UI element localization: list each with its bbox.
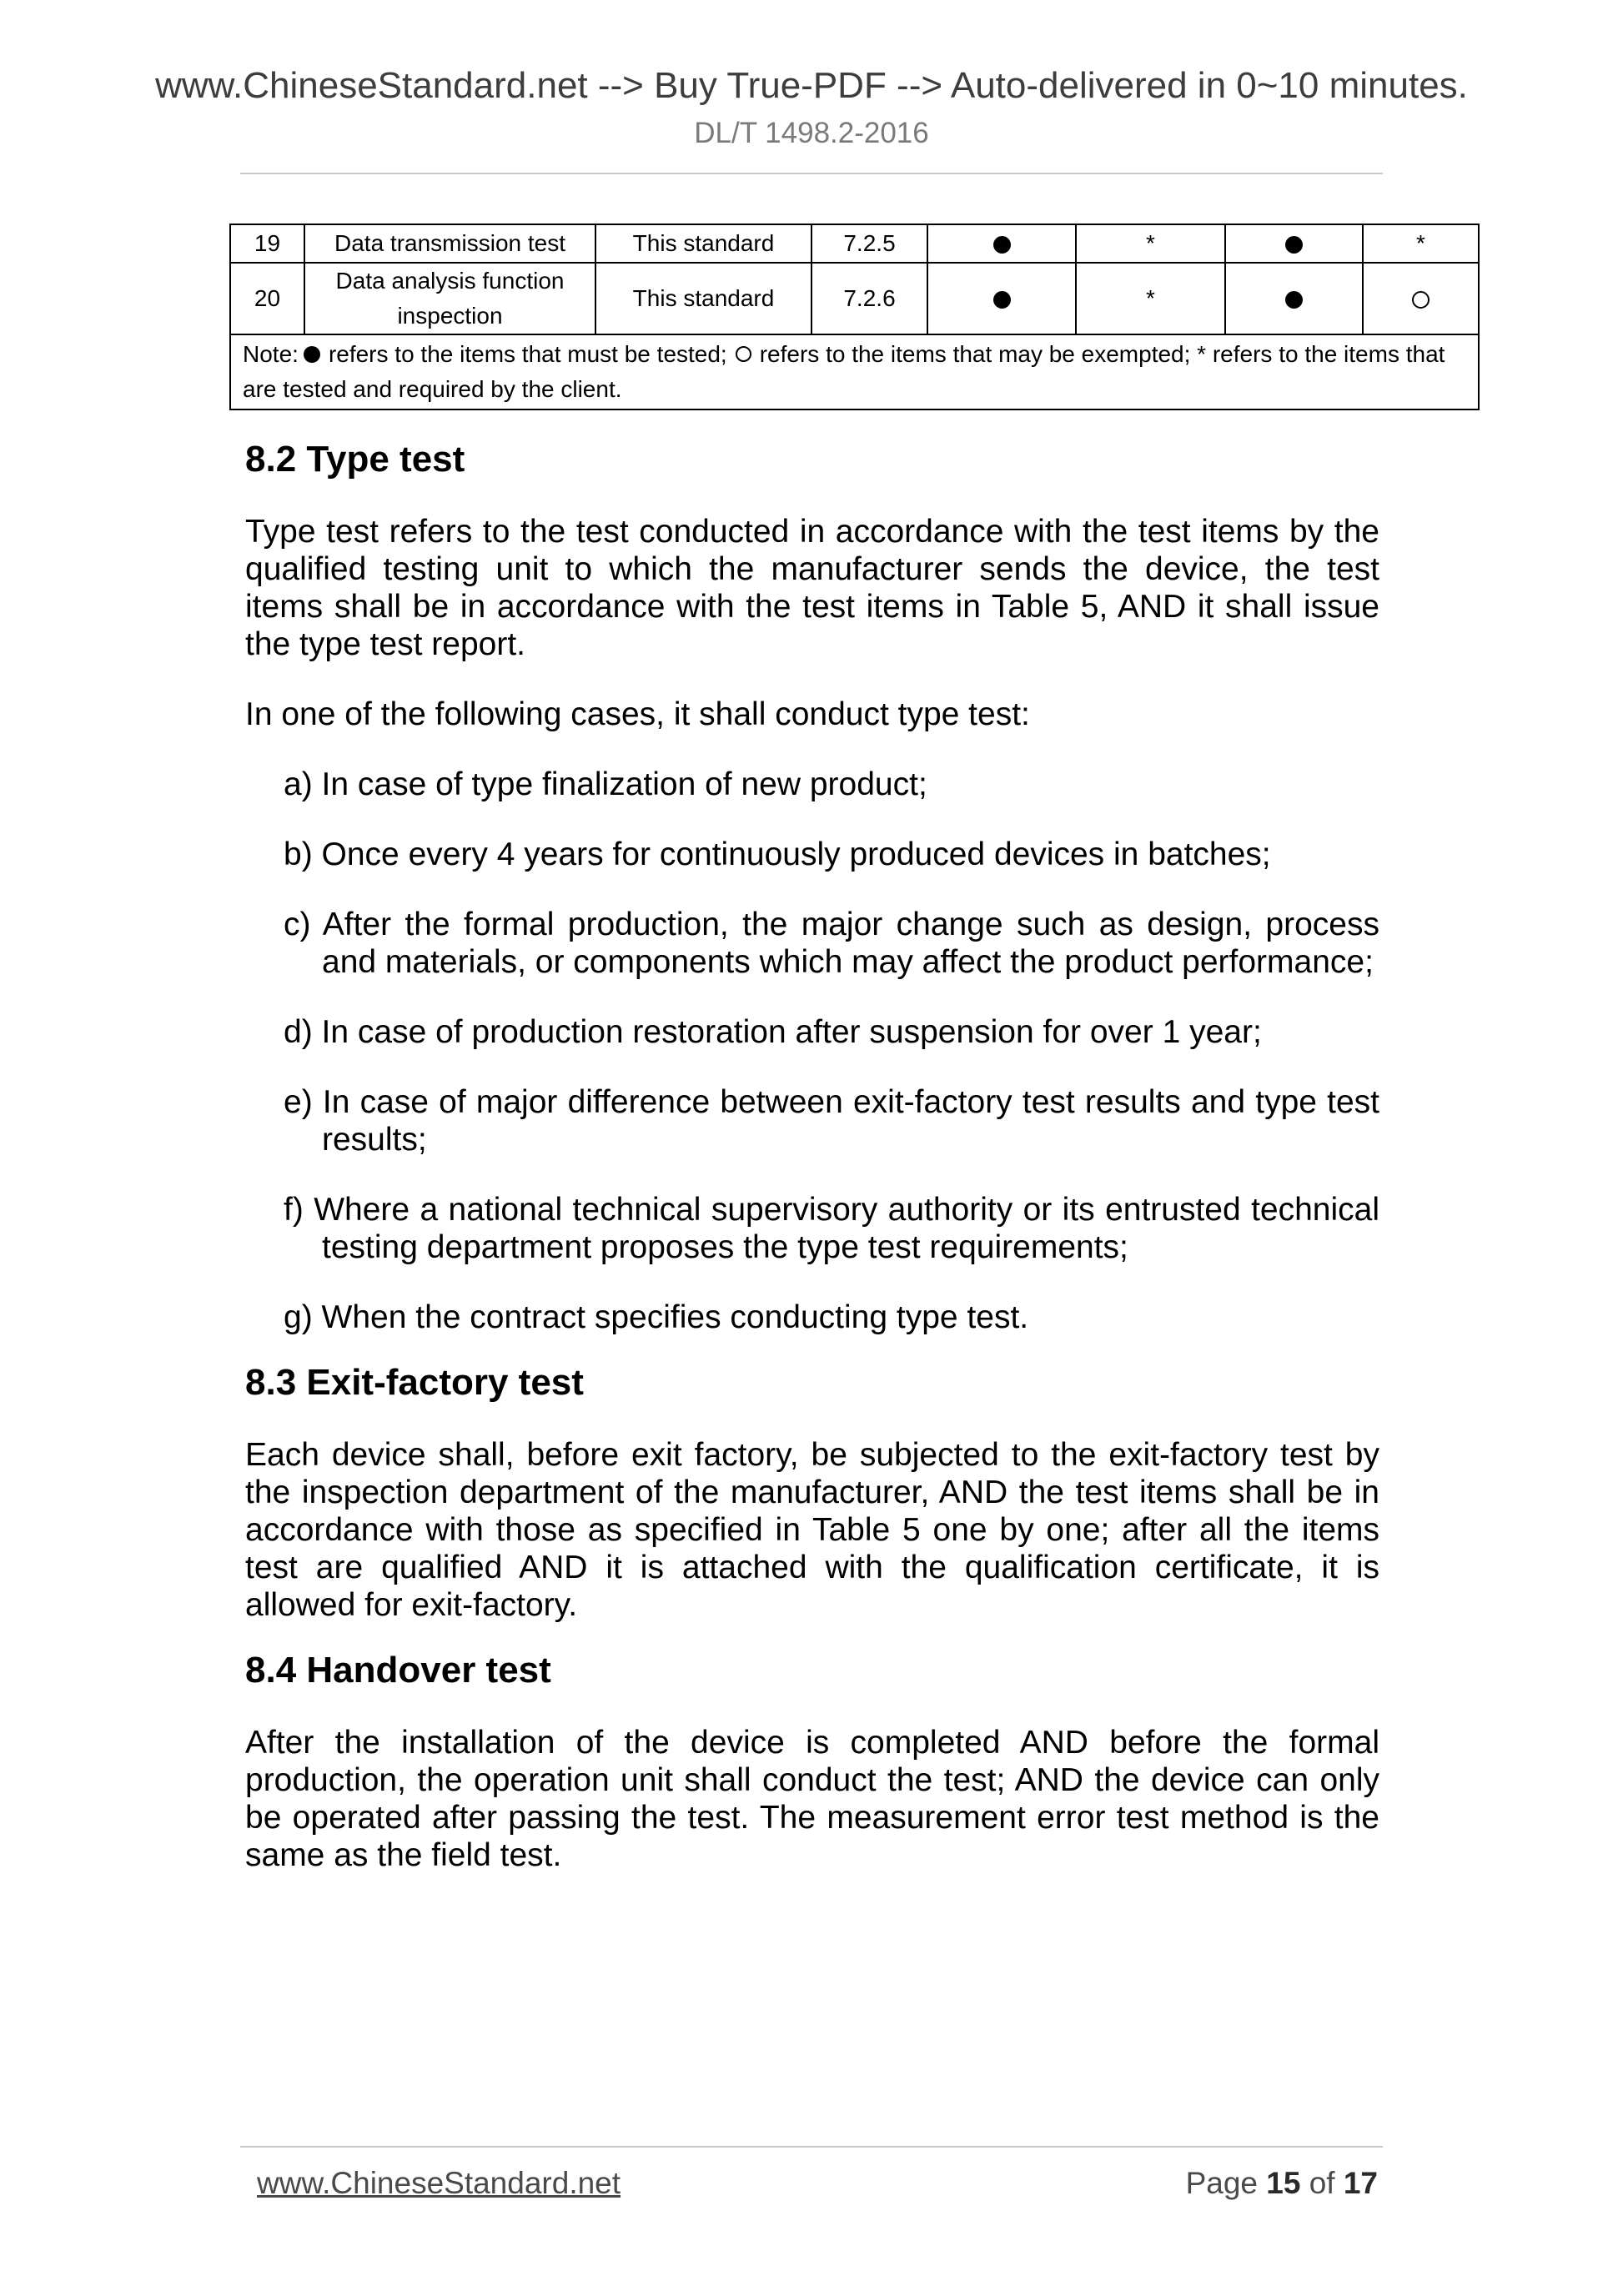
filled-circle-icon (993, 236, 1011, 254)
paragraph: After the installation of the device is completed AND before the formal production, the operation unit shall conduct the test; AND the device can only be operated after passing the test. The measurement error test method is the same as the field test. (245, 1725, 1379, 1873)
test-item: Data transmission test (304, 224, 595, 263)
client-required-cell: * (1363, 224, 1479, 263)
paragraph: Each device shall, before exit factory, be subjected to the exit-factory test by the inspection department of the manufacturer, AND the test items shall be in accordance with those as specified in Table 5 one by one; after all the items test are qualified AND it is attached with the qualification certificate, it is allowed for exit-factory. (245, 1437, 1379, 1623)
main-content (245, 438, 1379, 1907)
exemptible-cell (1363, 263, 1479, 334)
hollow-circle-icon (1412, 291, 1430, 309)
note-prefix: Note: (243, 341, 299, 367)
clause: 7.2.6 (812, 263, 927, 334)
filled-circle-icon (1285, 236, 1303, 254)
test-item: Data analysis function inspection (304, 263, 595, 334)
note-must: refers to the items that must be tested; (328, 341, 727, 367)
must-test-cell (1225, 263, 1363, 334)
list-item: a) In case of type finalization of new product; (284, 766, 927, 802)
filled-circle-icon (1285, 291, 1303, 309)
list-item: b) Once every 4 years for continuously produced devices in batches; (284, 837, 1271, 872)
page-prefix: Page (1185, 2166, 1258, 2200)
hollow-circle-icon (736, 346, 751, 362)
clause: 7.2.5 (812, 224, 927, 263)
row-number: 19 (230, 224, 304, 263)
section-heading-exit-factory: 8.3 Exit-factory test (245, 1362, 584, 1403)
page-total: 17 (1343, 2166, 1378, 2200)
list-item: e) In case of major difference between exit-factory test results and type test results; (284, 1084, 1379, 1158)
requirement: This standard (595, 263, 812, 334)
filled-circle-icon (304, 346, 320, 363)
table-note (230, 334, 1479, 409)
page-of: of (1309, 2166, 1335, 2200)
page-current: 15 (1266, 2166, 1301, 2200)
paragraph: Type test refers to the test conducted in accordance with the test items by the qualified testing unit to which the manufacturer sends the device, the test items shall be in accordance with the test items in Table 5, AND it shall issue the type test report. (245, 514, 1379, 662)
client-required-cell: * (1076, 224, 1225, 263)
list-item: c) After the formal production, the major change such as design, process and materials, or components which may affect the product performance; (284, 907, 1379, 980)
header-banner: www.ChineseStandard.net --> Buy True-PDF --> Auto-delivered in 0~10 minutes. (155, 65, 1468, 106)
row-number: 20 (230, 263, 304, 334)
section-heading-handover: 8.4 Handover test (245, 1650, 551, 1691)
must-test-cell (927, 263, 1076, 334)
page-number (1186, 2166, 1378, 2201)
client-required-cell: * (1076, 263, 1225, 334)
case-list (245, 766, 1379, 1336)
table-row (230, 263, 1479, 334)
paragraph: In one of the following cases, it shall conduct type test: (245, 696, 1030, 732)
footer-divider (240, 2146, 1383, 2148)
filled-circle-icon (993, 291, 1011, 309)
table-row (230, 224, 1479, 263)
must-test-cell (927, 224, 1076, 263)
list-item: g) When the contract specifies conducting type test. (284, 1299, 1029, 1335)
document-id: DL/T 1498.2-2016 (694, 117, 929, 149)
footer-website-link[interactable]: www.ChineseStandard.net (257, 2166, 621, 2200)
header-divider (240, 173, 1383, 174)
section-heading-type-test: 8.2 Type test (245, 439, 465, 480)
list-item: d) In case of production restoration after suspension for over 1 year; (284, 1014, 1262, 1050)
table-note-row (230, 334, 1479, 409)
list-item: f) Where a national technical supervisory authority or its entrusted technical testing department proposes the type test requirements; (284, 1192, 1379, 1265)
test-items-table (229, 224, 1480, 410)
note-may: refers to the items that may be exempted; * refers to the items that are tested and required by the client. (243, 341, 1445, 402)
must-test-cell (1225, 224, 1363, 263)
requirement: This standard (595, 224, 812, 263)
